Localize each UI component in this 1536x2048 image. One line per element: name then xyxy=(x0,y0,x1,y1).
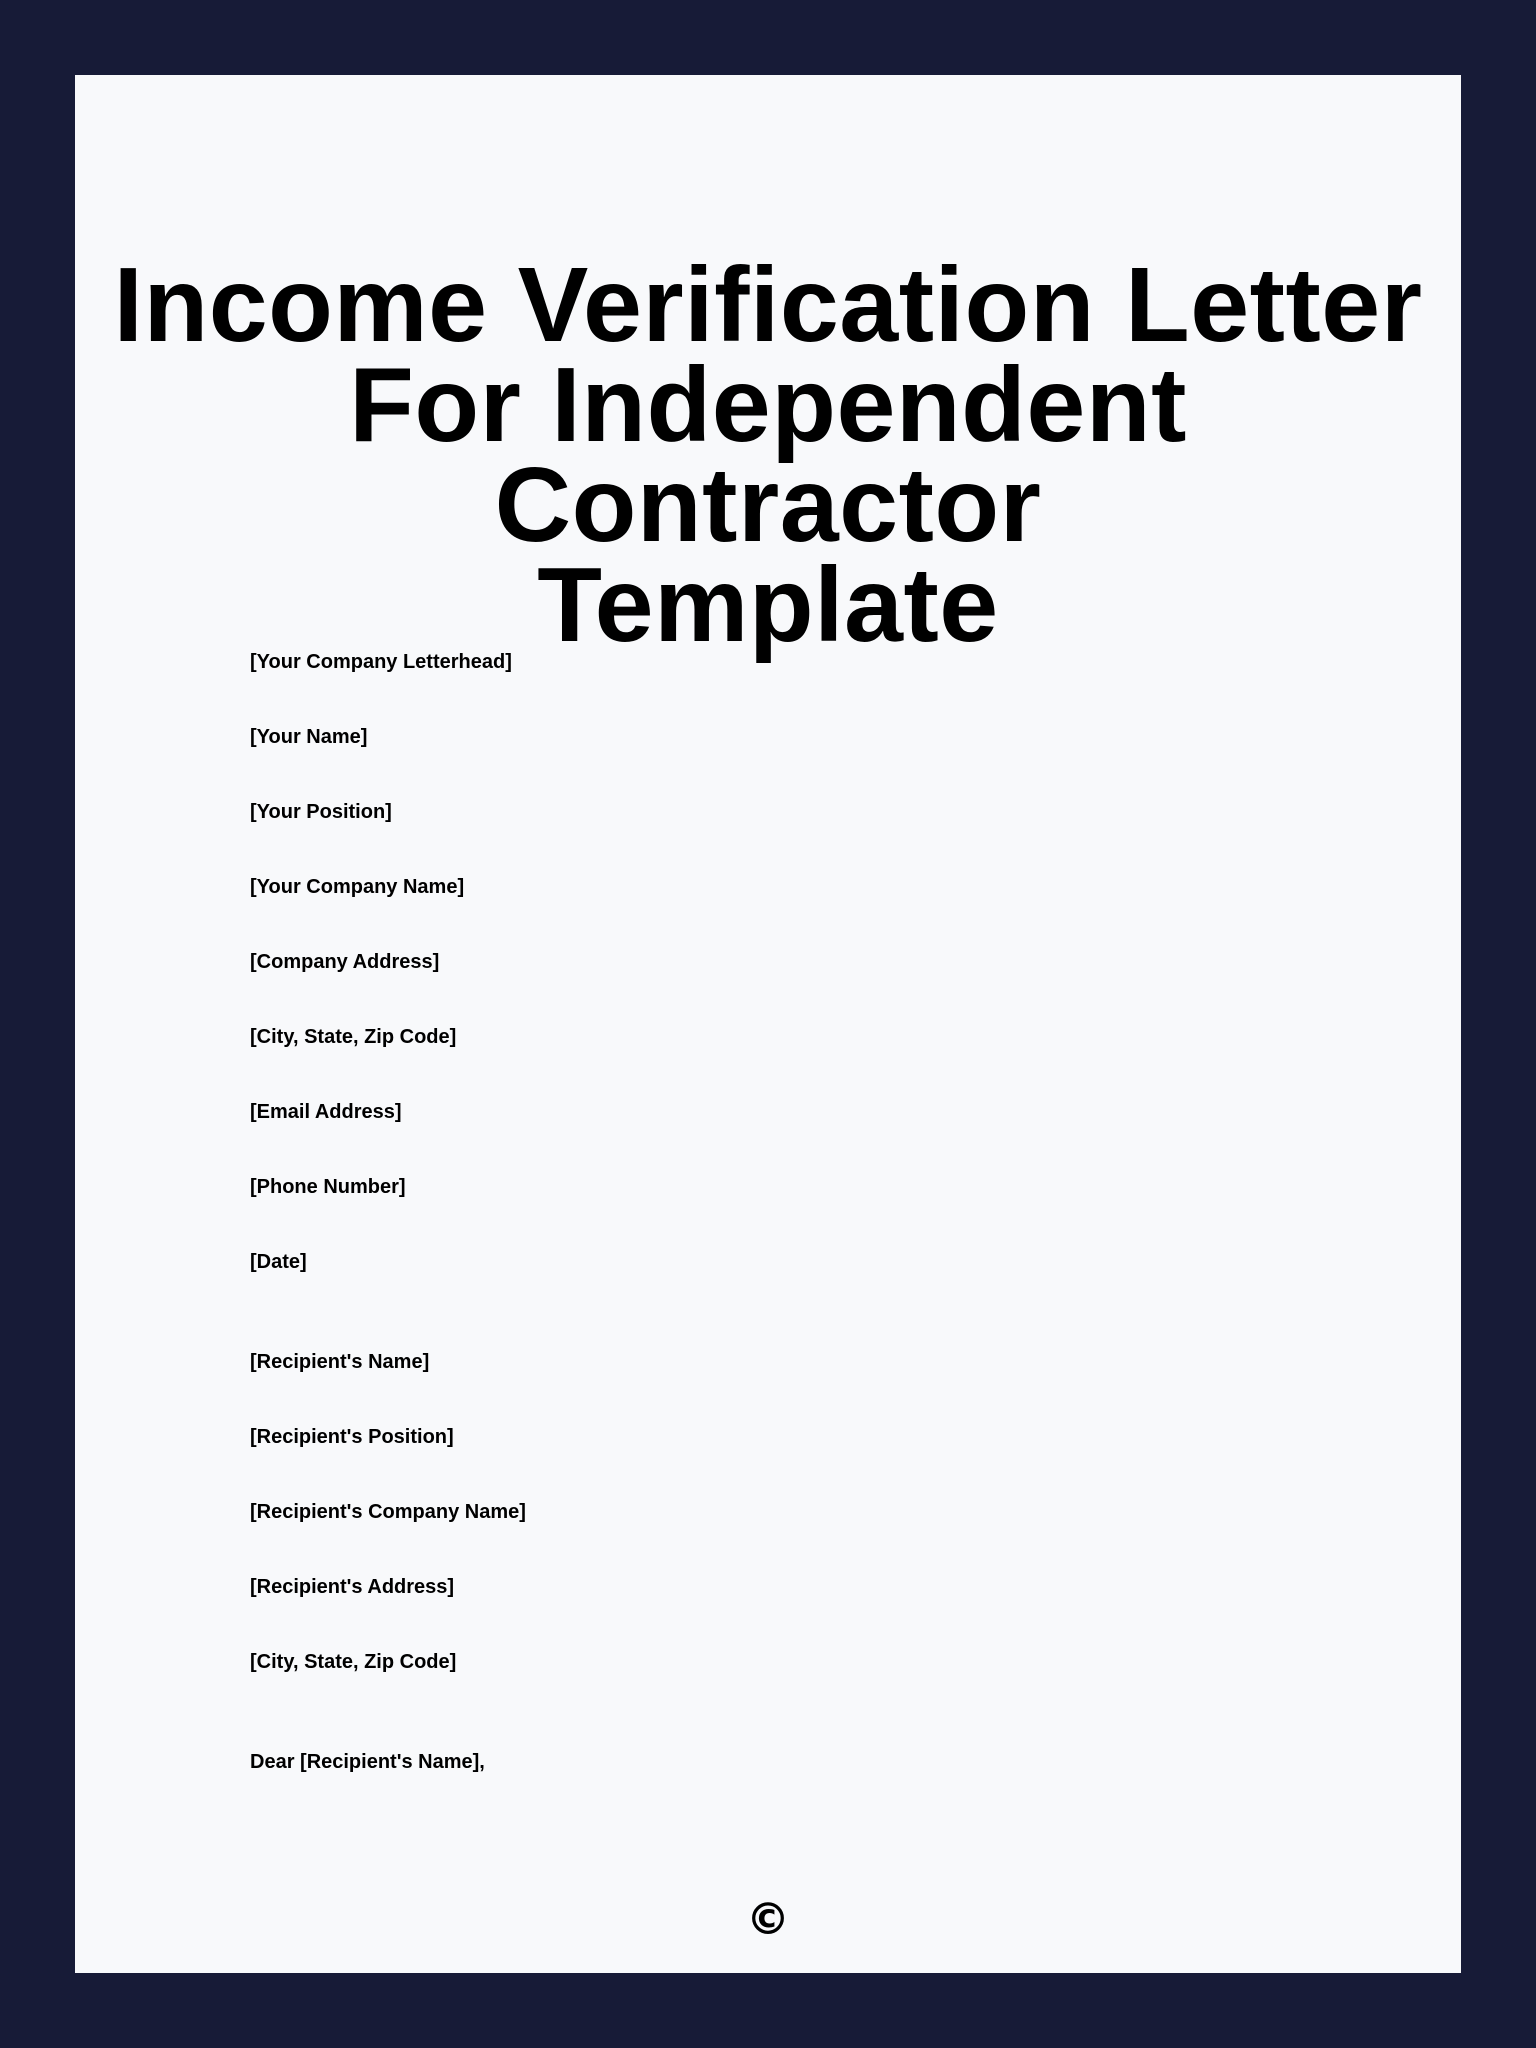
sender-position: [Your Position] xyxy=(250,801,392,823)
title-line-3: Template xyxy=(537,546,999,664)
sender-letterhead: [Your Company Letterhead] xyxy=(250,651,512,673)
title-line-2: For Independent Contractor xyxy=(349,346,1187,564)
recipient-company-name: [Recipient's Company Name] xyxy=(250,1501,526,1523)
title-line-1: Income Verification Letter xyxy=(113,246,1423,364)
recipient-address: [Recipient's Address] xyxy=(250,1576,455,1598)
recipient-city-state-zip: [City, State, Zip Code] xyxy=(250,1651,457,1673)
sender-city-state-zip: [City, State, Zip Code] xyxy=(250,1026,457,1048)
salutation: Dear [Recipient's Name], xyxy=(250,1751,485,1773)
letter-date: [Date] xyxy=(250,1251,307,1273)
recipient-name: [Recipient's Name] xyxy=(250,1351,430,1373)
copyright-icon: © xyxy=(746,1894,790,1945)
sender-name: [Your Name] xyxy=(250,726,368,748)
document-page xyxy=(75,75,1461,1973)
sender-company-name: [Your Company Name] xyxy=(250,876,465,898)
sender-phone: [Phone Number] xyxy=(250,1176,406,1198)
sender-company-address: [Company Address] xyxy=(250,951,440,973)
sender-email: [Email Address] xyxy=(250,1101,402,1123)
recipient-position: [Recipient's Position] xyxy=(250,1426,454,1448)
